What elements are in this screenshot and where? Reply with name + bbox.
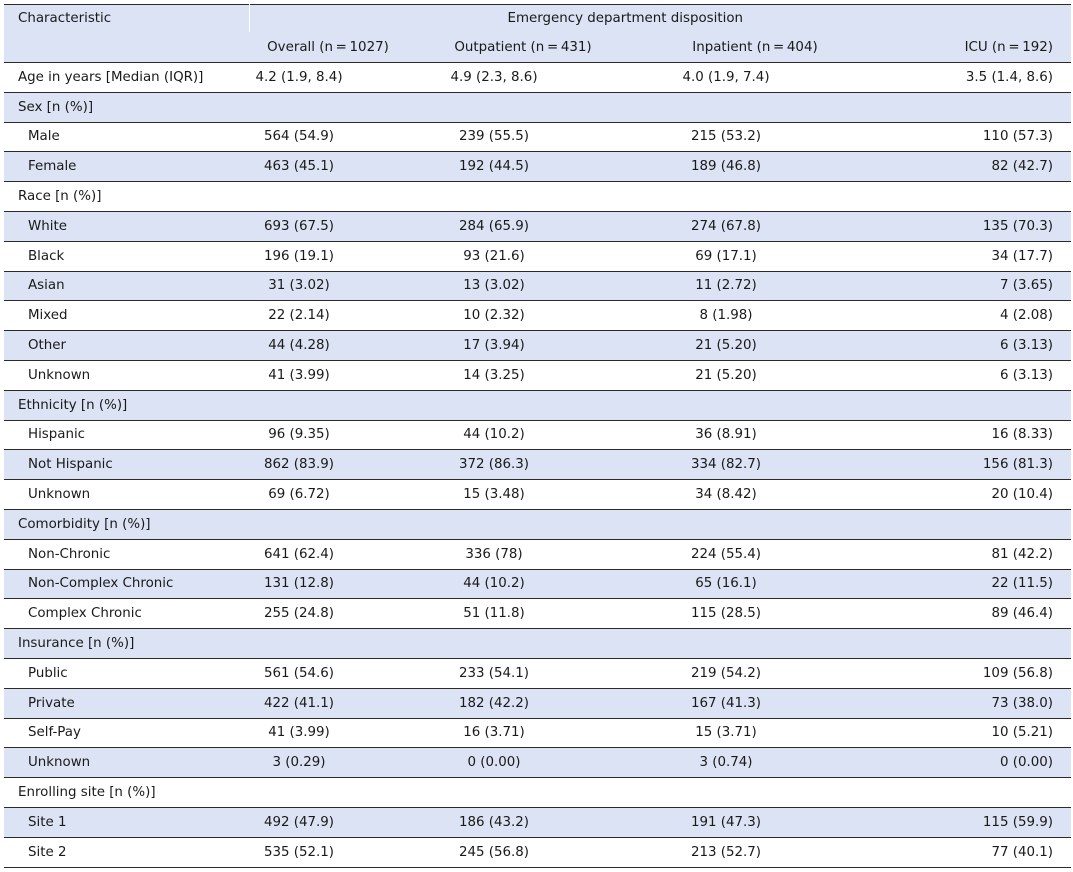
table-row-category bbox=[4, 629, 1071, 659]
row-label: Site 1 bbox=[4, 807, 249, 837]
overall-cell: 561 (54.6) bbox=[249, 658, 407, 688]
outpatient-cell: 10 (2.32) bbox=[407, 301, 639, 331]
row-label: Male bbox=[4, 122, 249, 152]
blank-header-cell bbox=[4, 32, 249, 63]
inpatient-cell bbox=[639, 778, 871, 808]
table-row bbox=[4, 271, 1071, 301]
outpatient-cell: 93 (21.6) bbox=[407, 241, 639, 271]
table-row-category bbox=[4, 390, 1071, 420]
outpatient-cell: 239 (55.5) bbox=[407, 122, 639, 152]
table-row bbox=[4, 122, 1071, 152]
inpatient-cell: 36 (8.91) bbox=[639, 420, 871, 450]
table-row-category bbox=[4, 92, 1071, 122]
inpatient-cell: 189 (46.8) bbox=[639, 152, 871, 182]
overall-cell: 22 (2.14) bbox=[249, 301, 407, 331]
table-row bbox=[4, 837, 1071, 867]
icu-cell: 156 (81.3) bbox=[871, 450, 1071, 480]
outpatient-cell bbox=[407, 509, 639, 539]
inpatient-cell: 213 (52.7) bbox=[639, 837, 871, 867]
table-row bbox=[4, 748, 1071, 778]
table-row-category bbox=[4, 182, 1071, 212]
outpatient-cell: 44 (10.2) bbox=[407, 420, 639, 450]
outpatient-cell: 186 (43.2) bbox=[407, 807, 639, 837]
icu-cell: 6 (3.13) bbox=[871, 331, 1071, 361]
row-label: Unknown bbox=[4, 480, 249, 510]
overall-cell: 69 (6.72) bbox=[249, 480, 407, 510]
icu-cell: 110 (57.3) bbox=[871, 122, 1071, 152]
inpatient-cell bbox=[639, 509, 871, 539]
outpatient-cell: 0 (0.00) bbox=[407, 748, 639, 778]
icu-cell: 10 (5.21) bbox=[871, 718, 1071, 748]
overall-cell: 535 (52.1) bbox=[249, 837, 407, 867]
inpatient-cell: 8 (1.98) bbox=[639, 301, 871, 331]
icu-cell: 22 (11.5) bbox=[871, 569, 1071, 599]
overall-cell: 255 (24.8) bbox=[249, 599, 407, 629]
category-label: Enrolling site [n (%)] bbox=[4, 778, 249, 808]
row-label: Private bbox=[4, 688, 249, 718]
icu-cell: 0 (0.00) bbox=[871, 748, 1071, 778]
table-row bbox=[4, 152, 1071, 182]
table-row bbox=[4, 807, 1071, 837]
table-row bbox=[4, 539, 1071, 569]
outpatient-cell: 16 (3.71) bbox=[407, 718, 639, 748]
characteristics-table bbox=[4, 4, 1071, 868]
row-label: Female bbox=[4, 152, 249, 182]
row-label: Complex Chronic bbox=[4, 599, 249, 629]
disposition-header: Emergency department disposition bbox=[249, 5, 1071, 33]
icu-cell bbox=[871, 778, 1071, 808]
icu-cell: 34 (17.7) bbox=[871, 241, 1071, 271]
table-row bbox=[4, 599, 1071, 629]
outpatient-cell: 372 (86.3) bbox=[407, 450, 639, 480]
outpatient-cell: 13 (3.02) bbox=[407, 271, 639, 301]
overall-cell: 4.2 (1.9, 8.4) bbox=[249, 63, 407, 93]
outpatient-cell: 245 (56.8) bbox=[407, 837, 639, 867]
overall-cell bbox=[249, 182, 407, 212]
outpatient-cell: 4.9 (2.3, 8.6) bbox=[407, 63, 639, 93]
table-row-category bbox=[4, 63, 1071, 93]
icu-cell: 115 (59.9) bbox=[871, 807, 1071, 837]
inpatient-cell: 167 (41.3) bbox=[639, 688, 871, 718]
table-row bbox=[4, 688, 1071, 718]
outpatient-cell: 336 (78) bbox=[407, 539, 639, 569]
inpatient-cell bbox=[639, 390, 871, 420]
table-row bbox=[4, 480, 1071, 510]
icu-cell: 7 (3.65) bbox=[871, 271, 1071, 301]
icu-cell: 109 (56.8) bbox=[871, 658, 1071, 688]
inpatient-cell: 334 (82.7) bbox=[639, 450, 871, 480]
table-header bbox=[4, 5, 1071, 63]
inpatient-cell: 21 (5.20) bbox=[639, 360, 871, 390]
icu-cell: 4 (2.08) bbox=[871, 301, 1071, 331]
overall-cell: 41 (3.99) bbox=[249, 718, 407, 748]
overall-cell bbox=[249, 92, 407, 122]
table-row-category bbox=[4, 509, 1071, 539]
inpatient-cell: 274 (67.8) bbox=[639, 211, 871, 241]
table-row bbox=[4, 360, 1071, 390]
outpatient-cell bbox=[407, 182, 639, 212]
outpatient-cell: 14 (3.25) bbox=[407, 360, 639, 390]
row-label: Hispanic bbox=[4, 420, 249, 450]
category-label: Sex [n (%)] bbox=[4, 92, 249, 122]
icu-cell: 77 (40.1) bbox=[871, 837, 1071, 867]
table-row bbox=[4, 718, 1071, 748]
overall-cell: 41 (3.99) bbox=[249, 360, 407, 390]
overall-cell: 31 (3.02) bbox=[249, 271, 407, 301]
icu-cell: 82 (42.7) bbox=[871, 152, 1071, 182]
overall-cell bbox=[249, 509, 407, 539]
row-label: White bbox=[4, 211, 249, 241]
category-label: Insurance [n (%)] bbox=[4, 629, 249, 659]
overall-cell bbox=[249, 629, 407, 659]
overall-cell: 862 (83.9) bbox=[249, 450, 407, 480]
outpatient-cell: 182 (42.2) bbox=[407, 688, 639, 718]
table-row bbox=[4, 331, 1071, 361]
table-row bbox=[4, 241, 1071, 271]
header-row-columns bbox=[4, 32, 1071, 63]
overall-cell: 44 (4.28) bbox=[249, 331, 407, 361]
inpatient-cell: 69 (17.1) bbox=[639, 241, 871, 271]
inpatient-cell: 224 (55.4) bbox=[639, 539, 871, 569]
overall-cell: 641 (62.4) bbox=[249, 539, 407, 569]
outpatient-cell: 17 (3.94) bbox=[407, 331, 639, 361]
inpatient-cell: 65 (16.1) bbox=[639, 569, 871, 599]
overall-column-header: Overall (n = 1027) bbox=[249, 32, 407, 63]
row-label: Other bbox=[4, 331, 249, 361]
inpatient-cell: 15 (3.71) bbox=[639, 718, 871, 748]
overall-cell: 3 (0.29) bbox=[249, 748, 407, 778]
inpatient-cell bbox=[639, 629, 871, 659]
table-row bbox=[4, 569, 1071, 599]
row-label: Non-Chronic bbox=[4, 539, 249, 569]
table-row bbox=[4, 301, 1071, 331]
outpatient-cell: 233 (54.1) bbox=[407, 658, 639, 688]
inpatient-cell: 191 (47.3) bbox=[639, 807, 871, 837]
icu-cell: 20 (10.4) bbox=[871, 480, 1071, 510]
icu-cell bbox=[871, 182, 1071, 212]
row-label: Non-Complex Chronic bbox=[4, 569, 249, 599]
table-row bbox=[4, 420, 1071, 450]
row-label: Self-Pay bbox=[4, 718, 249, 748]
inpatient-column-header: Inpatient (n = 404) bbox=[639, 32, 871, 63]
overall-cell: 492 (47.9) bbox=[249, 807, 407, 837]
overall-cell bbox=[249, 390, 407, 420]
icu-cell bbox=[871, 390, 1071, 420]
outpatient-cell bbox=[407, 629, 639, 659]
table-row bbox=[4, 658, 1071, 688]
inpatient-cell: 21 (5.20) bbox=[639, 331, 871, 361]
overall-cell: 564 (54.9) bbox=[249, 122, 407, 152]
icu-cell bbox=[871, 92, 1071, 122]
outpatient-cell bbox=[407, 92, 639, 122]
outpatient-cell bbox=[407, 778, 639, 808]
icu-cell bbox=[871, 509, 1071, 539]
overall-cell: 693 (67.5) bbox=[249, 211, 407, 241]
overall-cell: 96 (9.35) bbox=[249, 420, 407, 450]
outpatient-cell: 44 (10.2) bbox=[407, 569, 639, 599]
table-row bbox=[4, 450, 1071, 480]
icu-cell: 16 (8.33) bbox=[871, 420, 1071, 450]
row-label: Mixed bbox=[4, 301, 249, 331]
icu-cell: 135 (70.3) bbox=[871, 211, 1071, 241]
outpatient-cell bbox=[407, 390, 639, 420]
header-row-group bbox=[4, 5, 1071, 33]
overall-cell: 422 (41.1) bbox=[249, 688, 407, 718]
row-label: Site 2 bbox=[4, 837, 249, 867]
inpatient-cell: 219 (54.2) bbox=[639, 658, 871, 688]
icu-cell: 6 (3.13) bbox=[871, 360, 1071, 390]
inpatient-cell: 4.0 (1.9, 7.4) bbox=[639, 63, 871, 93]
inpatient-cell: 115 (28.5) bbox=[639, 599, 871, 629]
overall-cell: 196 (19.1) bbox=[249, 241, 407, 271]
icu-column-header: ICU (n = 192) bbox=[871, 32, 1071, 63]
icu-cell bbox=[871, 629, 1071, 659]
row-label: Unknown bbox=[4, 360, 249, 390]
outpatient-cell: 15 (3.48) bbox=[407, 480, 639, 510]
inpatient-cell bbox=[639, 92, 871, 122]
inpatient-cell bbox=[639, 182, 871, 212]
icu-cell: 89 (46.4) bbox=[871, 599, 1071, 629]
outpatient-column-header: Outpatient (n = 431) bbox=[407, 32, 639, 63]
row-label: Public bbox=[4, 658, 249, 688]
row-label: Black bbox=[4, 241, 249, 271]
icu-cell: 73 (38.0) bbox=[871, 688, 1071, 718]
category-label: Comorbidity [n (%)] bbox=[4, 509, 249, 539]
overall-cell: 131 (12.8) bbox=[249, 569, 407, 599]
outpatient-cell: 284 (65.9) bbox=[407, 211, 639, 241]
overall-cell bbox=[249, 778, 407, 808]
table-row-category bbox=[4, 778, 1071, 808]
inpatient-cell: 215 (53.2) bbox=[639, 122, 871, 152]
category-label: Age in years [Median (IQR)] bbox=[4, 63, 249, 93]
table-body bbox=[4, 63, 1071, 868]
outpatient-cell: 51 (11.8) bbox=[407, 599, 639, 629]
row-label: Not Hispanic bbox=[4, 450, 249, 480]
inpatient-cell: 3 (0.74) bbox=[639, 748, 871, 778]
category-label: Race [n (%)] bbox=[4, 182, 249, 212]
inpatient-cell: 34 (8.42) bbox=[639, 480, 871, 510]
characteristic-header: Characteristic bbox=[4, 5, 249, 33]
row-label: Asian bbox=[4, 271, 249, 301]
inpatient-cell: 11 (2.72) bbox=[639, 271, 871, 301]
table-row bbox=[4, 211, 1071, 241]
row-label: Unknown bbox=[4, 748, 249, 778]
outpatient-cell: 192 (44.5) bbox=[407, 152, 639, 182]
category-label: Ethnicity [n (%)] bbox=[4, 390, 249, 420]
overall-cell: 463 (45.1) bbox=[249, 152, 407, 182]
icu-cell: 81 (42.2) bbox=[871, 539, 1071, 569]
icu-cell: 3.5 (1.4, 8.6) bbox=[871, 63, 1071, 93]
